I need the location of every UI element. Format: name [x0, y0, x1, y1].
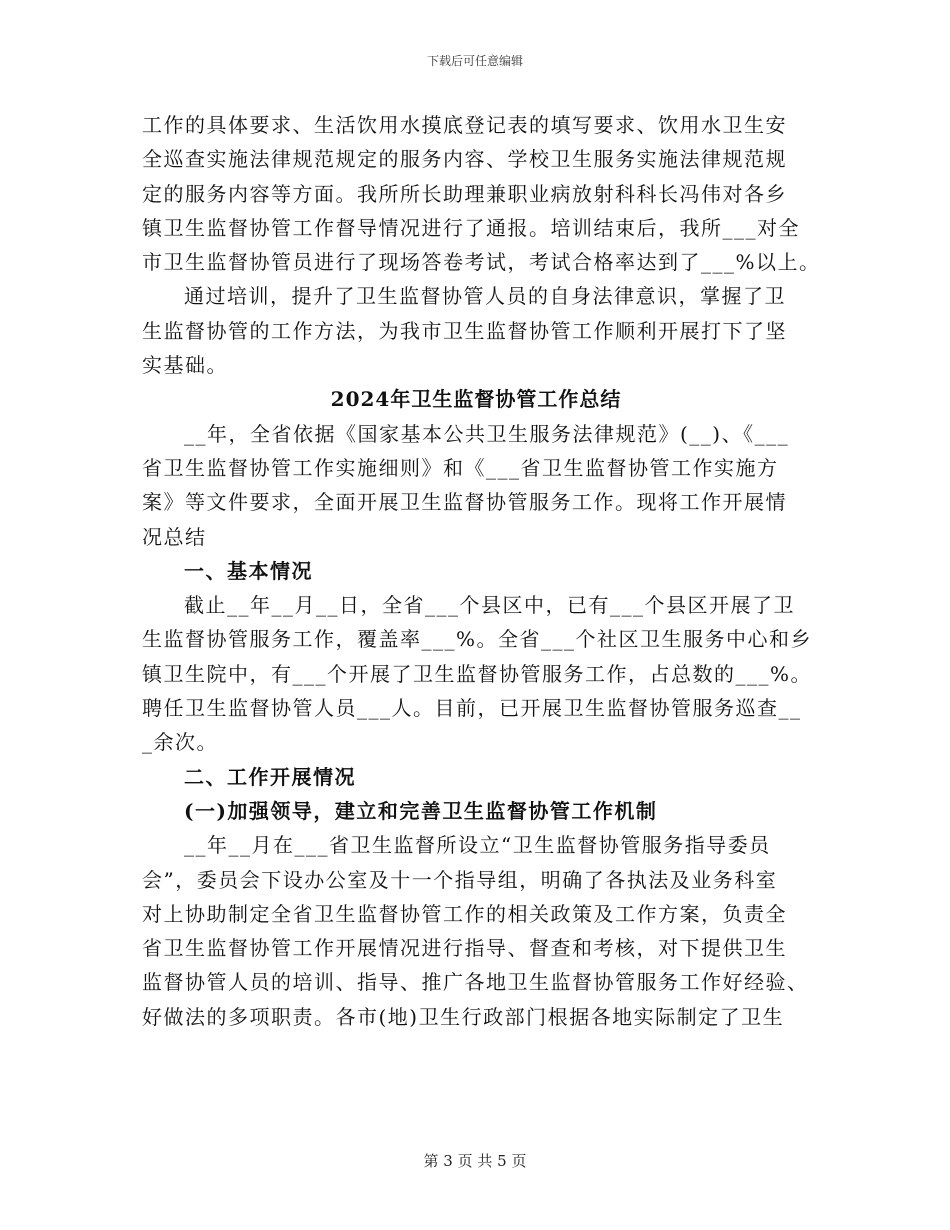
document-body	[142, 108, 821, 1034]
text-line: 会”，委员会下设办公室及十一个指导组，明确了各执法及业务科室	[142, 867, 778, 892]
text-line: 镇卫生院中，有___个开展了卫生监督协管服务工作，占总数的___%。	[142, 661, 813, 686]
text-line: 工作的具体要求、生活饮用水摸底登记表的填写要求、饮用水卫生安	[142, 113, 787, 137]
text-line: 况总结	[142, 524, 207, 549]
subsection-heading: (一)加强领导，建立和完善卫生监督协管工作机制	[184, 798, 658, 823]
document-title: 2024年卫生监督协管工作总结	[330, 387, 622, 412]
text-line: __年__月在___省卫生监督所设立“卫生监督协管服务指导委员	[184, 833, 771, 858]
page-header: 下载后可任意编辑	[426, 54, 523, 68]
text-line: 定的服务内容等方面。我所所长助理兼职业病放射科科长冯伟对各乡	[142, 181, 787, 206]
text-line: 好做法的多项职责。各市(地)卫生行政部门根据各地实际制定了卫生	[142, 1004, 785, 1029]
text-line: 对上协助制定全省卫生监督协管工作的相关政策及工作方案，负责全	[142, 901, 787, 926]
text-line: 省卫生监督协管工作开展情况进行指导、督查和考核，对下提供卫生	[142, 936, 787, 961]
section-heading: 一、基本情况	[184, 558, 313, 583]
text-line: __年，全省依据《国家基本公共卫生服务法律规范》(__)、《___	[184, 421, 790, 446]
text-line: 截止__年__月__日，全省___个县区中，已有___个县区开展了卫	[184, 593, 795, 618]
section-heading: 二、工作开展情况	[184, 764, 356, 789]
text-line: 通过培训，提升了卫生监督协管人员的自身法律意识，掌握了卫	[184, 284, 786, 309]
text-line: 市卫生监督协管员进行了现场答卷考试，考试合格率达到了___%以上。	[142, 250, 821, 275]
text-line: 全巡查实施法律规范规定的服务内容、学校卫生服务实施法律规范规	[142, 147, 787, 172]
text-line: _余次。	[142, 730, 218, 755]
page-footer: 第 3 页 共 5 页	[423, 1152, 527, 1170]
text-line: 监督协管人员的培训、指导、推广各地卫生监督协管服务工作好经验、	[142, 970, 809, 995]
text-line: 省卫生监督协管工作实施细则》和《___省卫生监督协管工作实施方	[142, 455, 779, 480]
text-line: 案》等文件要求，全面开展卫生监督协管服务工作。现将工作开展情	[142, 490, 787, 515]
text-line: 实基础。	[142, 353, 228, 378]
text-line: 生监督协管服务工作，覆盖率___%。全省___个社区卫生服务中心和乡	[142, 627, 813, 652]
text-line: 生监督协管的工作方法，为我市卫生监督协管工作顺利开展打下了坚	[142, 318, 787, 343]
text-line: 镇卫生监督协管工作督导情况进行了通报。培训结束后，我所___对全	[142, 215, 800, 240]
text-line: 聘任卫生监督协管人员___人。目前，已开展卫生监督协管服务巡查__	[142, 696, 802, 721]
